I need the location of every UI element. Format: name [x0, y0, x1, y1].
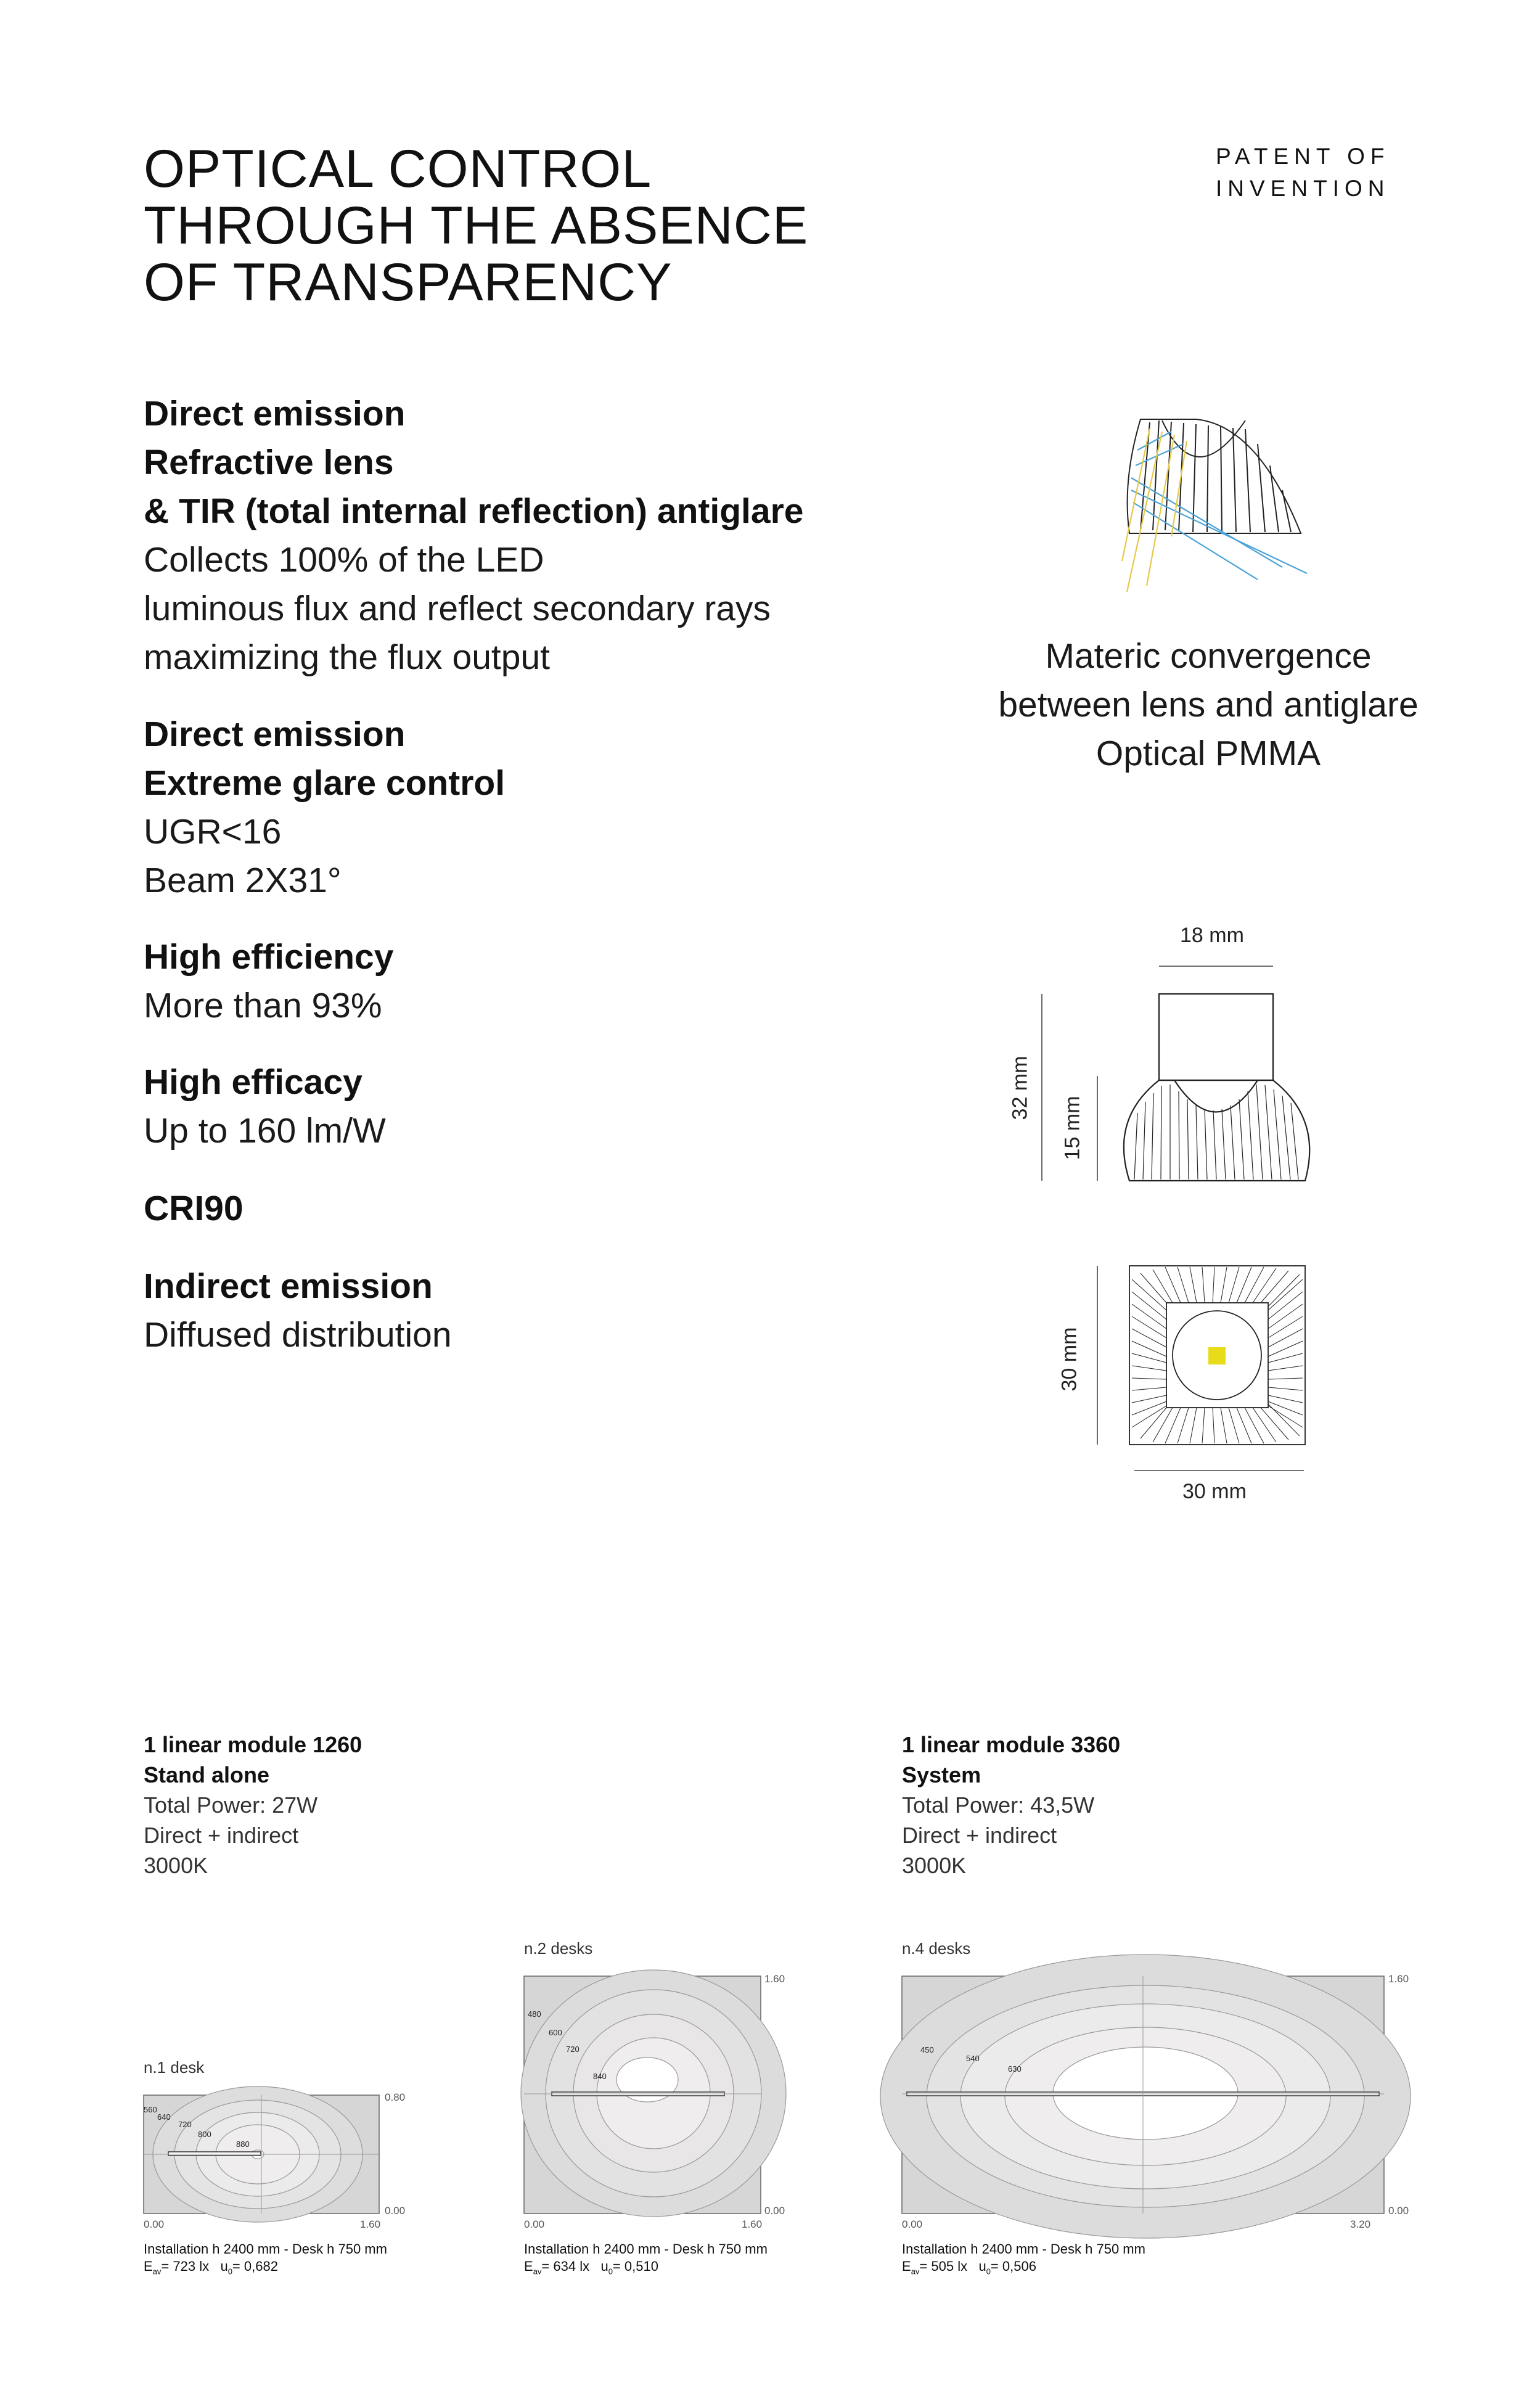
spec-text: Total Power: 27W [144, 1792, 318, 1818]
contour-label: 600 [549, 2028, 562, 2037]
feature-heading: Direct emission [144, 394, 406, 433]
patent-line-1: PATENT OF [1216, 144, 1390, 169]
title-line-3: OF TRANSPARENCY [144, 253, 673, 312]
side-elevation-drawing [986, 959, 1332, 1193]
patent-label [1216, 141, 1390, 205]
optic-caption [925, 632, 1492, 778]
plot-2-ymax: 1.60 [764, 1973, 785, 1985]
plot-3-installation: Installation h 2400 mm - Desk h 750 mm [902, 2241, 1145, 2257]
spec-standalone [144, 1729, 362, 1881]
plot-1-ymin: 0.00 [385, 2205, 406, 2217]
contour-label: 560 [144, 2105, 157, 2114]
feature-heading: Refractive lens [144, 443, 394, 482]
dim-plan-height: 30 mm [1057, 1327, 1081, 1392]
eav-label: E [524, 2259, 533, 2274]
feature-heading: Indirect emission [144, 1266, 433, 1306]
feature-refractive-lens [144, 390, 803, 682]
plot-2-xmax: 1.60 [742, 2218, 763, 2230]
feature-text: luminous flux and reflect secondary rays [144, 589, 771, 628]
patent-line-2: INVENTION [1216, 176, 1390, 201]
plot-2-installation: Installation h 2400 mm - Desk h 750 mm [524, 2241, 768, 2257]
feature-heading: High efficacy [144, 1062, 362, 1102]
plan-view-drawing [1091, 1261, 1313, 1483]
spec-system [902, 1729, 1120, 1881]
caption-line-1: Materic convergence [1045, 636, 1372, 676]
feature-text: Diffused distribution [144, 1315, 452, 1355]
spec-text: Total Power: 43,5W [902, 1792, 1095, 1818]
feature-indirect-emission [144, 1262, 452, 1360]
feature-cri [144, 1184, 244, 1233]
plot-2-ymin: 0.00 [764, 2205, 785, 2217]
spec-text: Direct + indirect [902, 1823, 1057, 1848]
eav-value: = 634 lx [541, 2259, 590, 2274]
dim-top-width: 18 mm [1180, 924, 1244, 947]
contour-label: 840 [593, 2072, 607, 2081]
contour-label: 450 [920, 2045, 934, 2054]
dim-total-height: 32 mm [1008, 1056, 1032, 1120]
feature-heading: Extreme glare control [144, 763, 506, 803]
feature-efficacy [144, 1058, 386, 1155]
u0-value: = 0,506 [990, 2259, 1036, 2274]
feature-text: More than 93% [144, 986, 382, 1025]
plot-1-ymax: 0.80 [385, 2091, 406, 2103]
contour-label: 880 [236, 2140, 250, 2149]
caption-line-2: between lens and antiglare [998, 685, 1419, 724]
plot-2-label: n.2 desks [524, 1939, 593, 1958]
plot-2-xmin: 0.00 [524, 2218, 545, 2230]
contour-label: 540 [966, 2054, 980, 2063]
contour-label: 720 [178, 2120, 192, 2129]
eav-label: E [902, 2259, 911, 2274]
feature-text: maximizing the flux output [144, 638, 550, 677]
spec-heading: 1 linear module 3360 [902, 1732, 1121, 1757]
eav-value: = 505 lx [919, 2259, 968, 2274]
u0-label: u [978, 2259, 986, 2274]
spec-text: 3000K [902, 1853, 967, 1878]
u0-subscript: 0 [986, 2267, 991, 2276]
u0-subscript: 0 [227, 2267, 232, 2276]
spec-text: 3000K [144, 1853, 208, 1878]
dim-lens-height: 15 mm [1060, 1096, 1084, 1160]
contour-label: 640 [157, 2112, 171, 2122]
feature-text: UGR<16 [144, 812, 282, 851]
feature-text: Beam 2X31° [144, 861, 342, 900]
spec-heading: 1 linear module 1260 [144, 1732, 362, 1757]
eav-label: E [144, 2259, 153, 2274]
contour-label: 630 [1008, 2064, 1022, 2074]
eav-subscript: av [911, 2267, 920, 2276]
plot-1-installation: Installation h 2400 mm - Desk h 750 mm [144, 2241, 387, 2257]
title-line-1: OPTICAL CONTROL [144, 139, 652, 199]
feature-glare-control [144, 710, 505, 905]
isolux-plot-2 [524, 1976, 761, 2213]
plot-3-label: n.4 desks [902, 1939, 971, 1958]
dim-plan-width: 30 mm [1182, 1480, 1247, 1503]
plot-3-metrics [902, 2258, 1036, 2280]
contour-label: 480 [528, 2009, 541, 2019]
spec-heading: System [902, 1762, 981, 1787]
isolux-plot-3 [902, 1976, 1384, 2213]
spec-heading: Stand alone [144, 1762, 270, 1787]
plot-2-metrics [524, 2258, 658, 2280]
eav-subscript: av [533, 2267, 542, 2276]
eav-subscript: av [152, 2267, 162, 2276]
spec-text: Direct + indirect [144, 1823, 299, 1848]
plot-3-ymin: 0.00 [1388, 2205, 1409, 2217]
feature-efficiency [144, 933, 393, 1030]
u0-label: u [220, 2259, 228, 2274]
plot-1-xmax: 1.60 [360, 2218, 381, 2230]
caption-line-3: Optical PMMA [1096, 734, 1321, 773]
feature-heading: Direct emission [144, 715, 406, 754]
plot-1-metrics [144, 2258, 278, 2280]
plot-3-xmin: 0.00 [902, 2218, 923, 2230]
page-title [144, 141, 808, 311]
isolux-plot-1 [144, 2095, 379, 2213]
eav-value: = 723 lx [161, 2259, 210, 2274]
u0-value: = 0,510 [612, 2259, 658, 2274]
optic-ray-diagram [1104, 407, 1313, 592]
feature-heading: High efficiency [144, 937, 394, 977]
feature-heading: & TIR (total internal reflection) antiglare [144, 491, 804, 531]
feature-heading: CRI90 [144, 1189, 244, 1228]
title-line-2: THROUGH THE ABSENCE [144, 196, 809, 255]
plot-1-label: n.1 desk [144, 2058, 205, 2077]
u0-label: u [600, 2259, 608, 2274]
u0-value: = 0,682 [232, 2259, 278, 2274]
contour-label: 800 [198, 2130, 211, 2139]
u0-subscript: 0 [608, 2267, 613, 2276]
plot-3-ymax: 1.60 [1388, 1973, 1409, 1985]
feature-text: Collects 100% of the LED [144, 540, 544, 580]
contour-label: 720 [566, 2045, 580, 2054]
plot-1-xmin: 0.00 [144, 2218, 165, 2230]
plot-3-xmax: 3.20 [1350, 2218, 1371, 2230]
led-chip [1208, 1347, 1226, 1364]
feature-text: Up to 160 lm/W [144, 1111, 386, 1151]
